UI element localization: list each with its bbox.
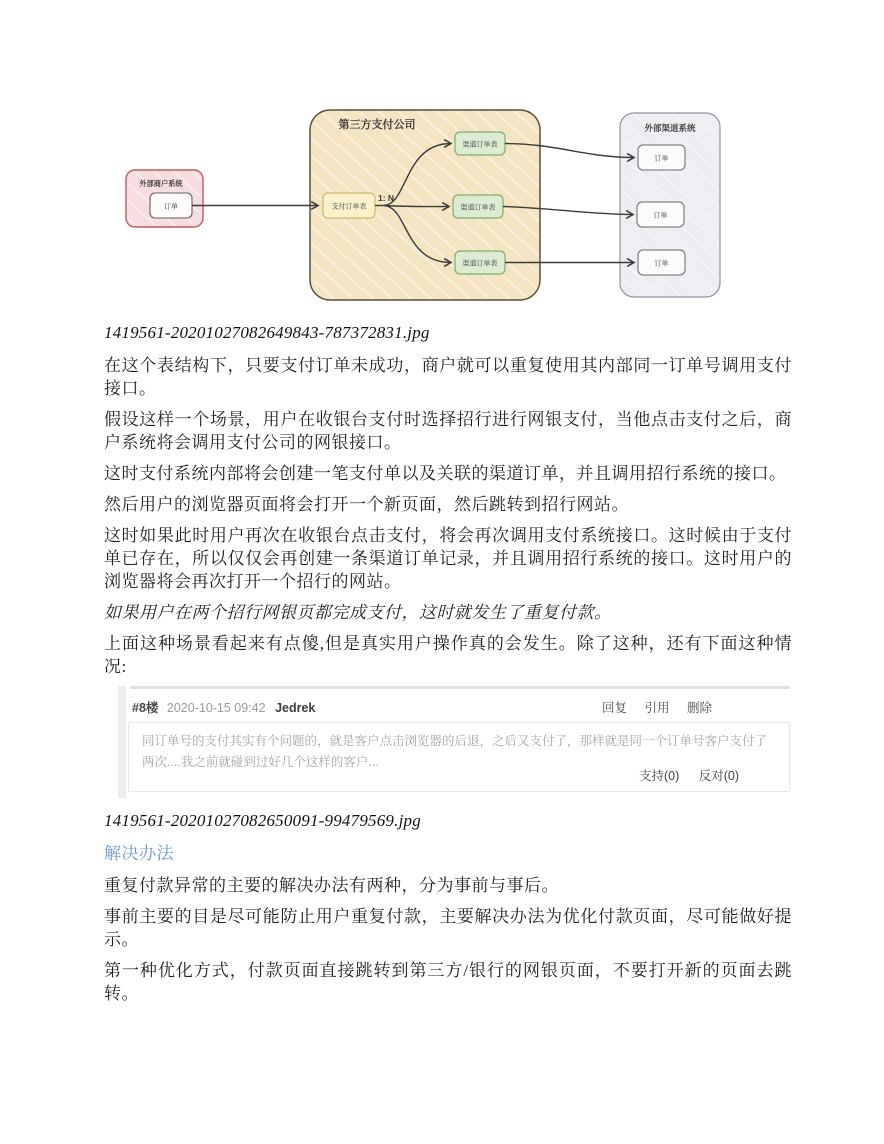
body-paragraph-2: 假设这样一个场景，用户在收银台支付时选择招行进行网银支付，当他点击支付之后，商户系统将会调用支付公司的网银接口。 (104, 410, 792, 452)
external-order-2 (637, 202, 684, 227)
body-paragraph-8: 重复付款异常的主要的解决办法有两种，分为事前与事后。 (104, 876, 559, 895)
channel-order-table-1-label: 渠道订单表 (462, 141, 498, 149)
body-paragraph-9: 事前主要的目是尽可能防止用户重复付款，主要解决办法为优化付款页面，尽可能做好提示。 (104, 907, 792, 949)
forum-oppose-link: 反对(0) (698, 769, 739, 783)
body-paragraph-10: 第一种优化方式，付款页面直接跳转到第三方/银行的网银页面，不要打开新的页面去跳转。 (104, 961, 792, 1003)
forum-left-strip (118, 686, 126, 798)
body-paragraph-1: 在这个表结构下，只要支付订单未成功，商户就可以重复使用其内部同一订单号调用支付接口。 (104, 356, 792, 398)
image-caption-2: 1419561-20201027082650091-99479569.jpg (104, 811, 421, 830)
forum-author: Jedrek (275, 701, 316, 715)
channel-order-table-2-label: 渠道订单表 (460, 204, 496, 212)
merchant-order-label: 订单 (164, 203, 178, 211)
channel-order-table-3 (455, 251, 505, 274)
forum-action-links (602, 698, 712, 716)
forum-comment-screenshot (104, 686, 792, 798)
body-paragraph-4: 然后用户的浏览器页面将会打开一个新页面，然后跳转到招行网站。 (104, 495, 629, 514)
forum-vote-links (639, 766, 739, 784)
forum-top-divider (130, 686, 790, 689)
payment-architecture-diagram (112, 100, 732, 312)
forum-comment-text: 同订单号的支付其实有个问题的，就是客户点击浏览器的后退，之后又支付了，那样就是同一个订单号客户支付了两次....我之前就碰到过好几个这样的客户... (142, 734, 768, 769)
external-order-3 (638, 250, 685, 275)
merchant-system-panel (126, 170, 203, 227)
external-order-2-label: 订单 (653, 212, 668, 220)
external-order-1 (638, 145, 685, 170)
payment-order-table-label: 支付订单表 (331, 203, 367, 211)
payment-order-table-box (323, 193, 375, 218)
channel-order-table-2 (453, 195, 503, 218)
relation-1-n-label: 1: N (378, 193, 395, 203)
forum-timestamp: 2020-10-15 09:42 (166, 701, 266, 715)
external-order-1-label: 订单 (654, 155, 669, 163)
forum-quote-link: 引用 (644, 701, 670, 715)
body-paragraph-6-italic: 如果用户在两个招行网银页都完成支付，这时就发生了重复付款。 (104, 603, 612, 622)
body-paragraph-3: 这时支付系统内部将会创建一笔支付单以及关联的渠道订单，并且调用招行系统的接口。 (104, 464, 787, 483)
forum-delete-link: 删除 (686, 701, 712, 715)
body-paragraph-5: 这时如果此时用户再次在收银台点击支付，将会再次调用支付系统接口。这时候由于支付单已存在，所以仅仅会再创建一条渠道订单记录，并且调用招行系统的接口。这时用户的浏览器将会再次打开一个招行的网站。 (104, 526, 792, 591)
payment-company-title: 第三方支付公司 (338, 119, 416, 131)
channel-order-table-3-label: 渠道订单表 (462, 260, 498, 268)
body-paragraph-7: 上面这种场景看起来有点傻,但是真实用户操作真的会发生。除了这种，还有下面这种情况: (104, 634, 792, 676)
channel-order-table-1 (455, 132, 505, 155)
image-caption-1: 1419561-20201027082649843-787372831.jpg (104, 323, 430, 342)
merchant-system-title: 外部商户系统 (139, 179, 183, 188)
external-channel-title: 外部渠道系统 (644, 123, 696, 133)
external-order-3-label: 订单 (654, 260, 669, 268)
forum-support-link: 支持(0) (638, 769, 680, 783)
forum-comment-box (128, 722, 790, 792)
section-heading-solution: 解决办法 (104, 844, 174, 863)
forum-floor-number: #8楼 (132, 701, 159, 715)
forum-reply-link: 回复 (601, 701, 627, 715)
